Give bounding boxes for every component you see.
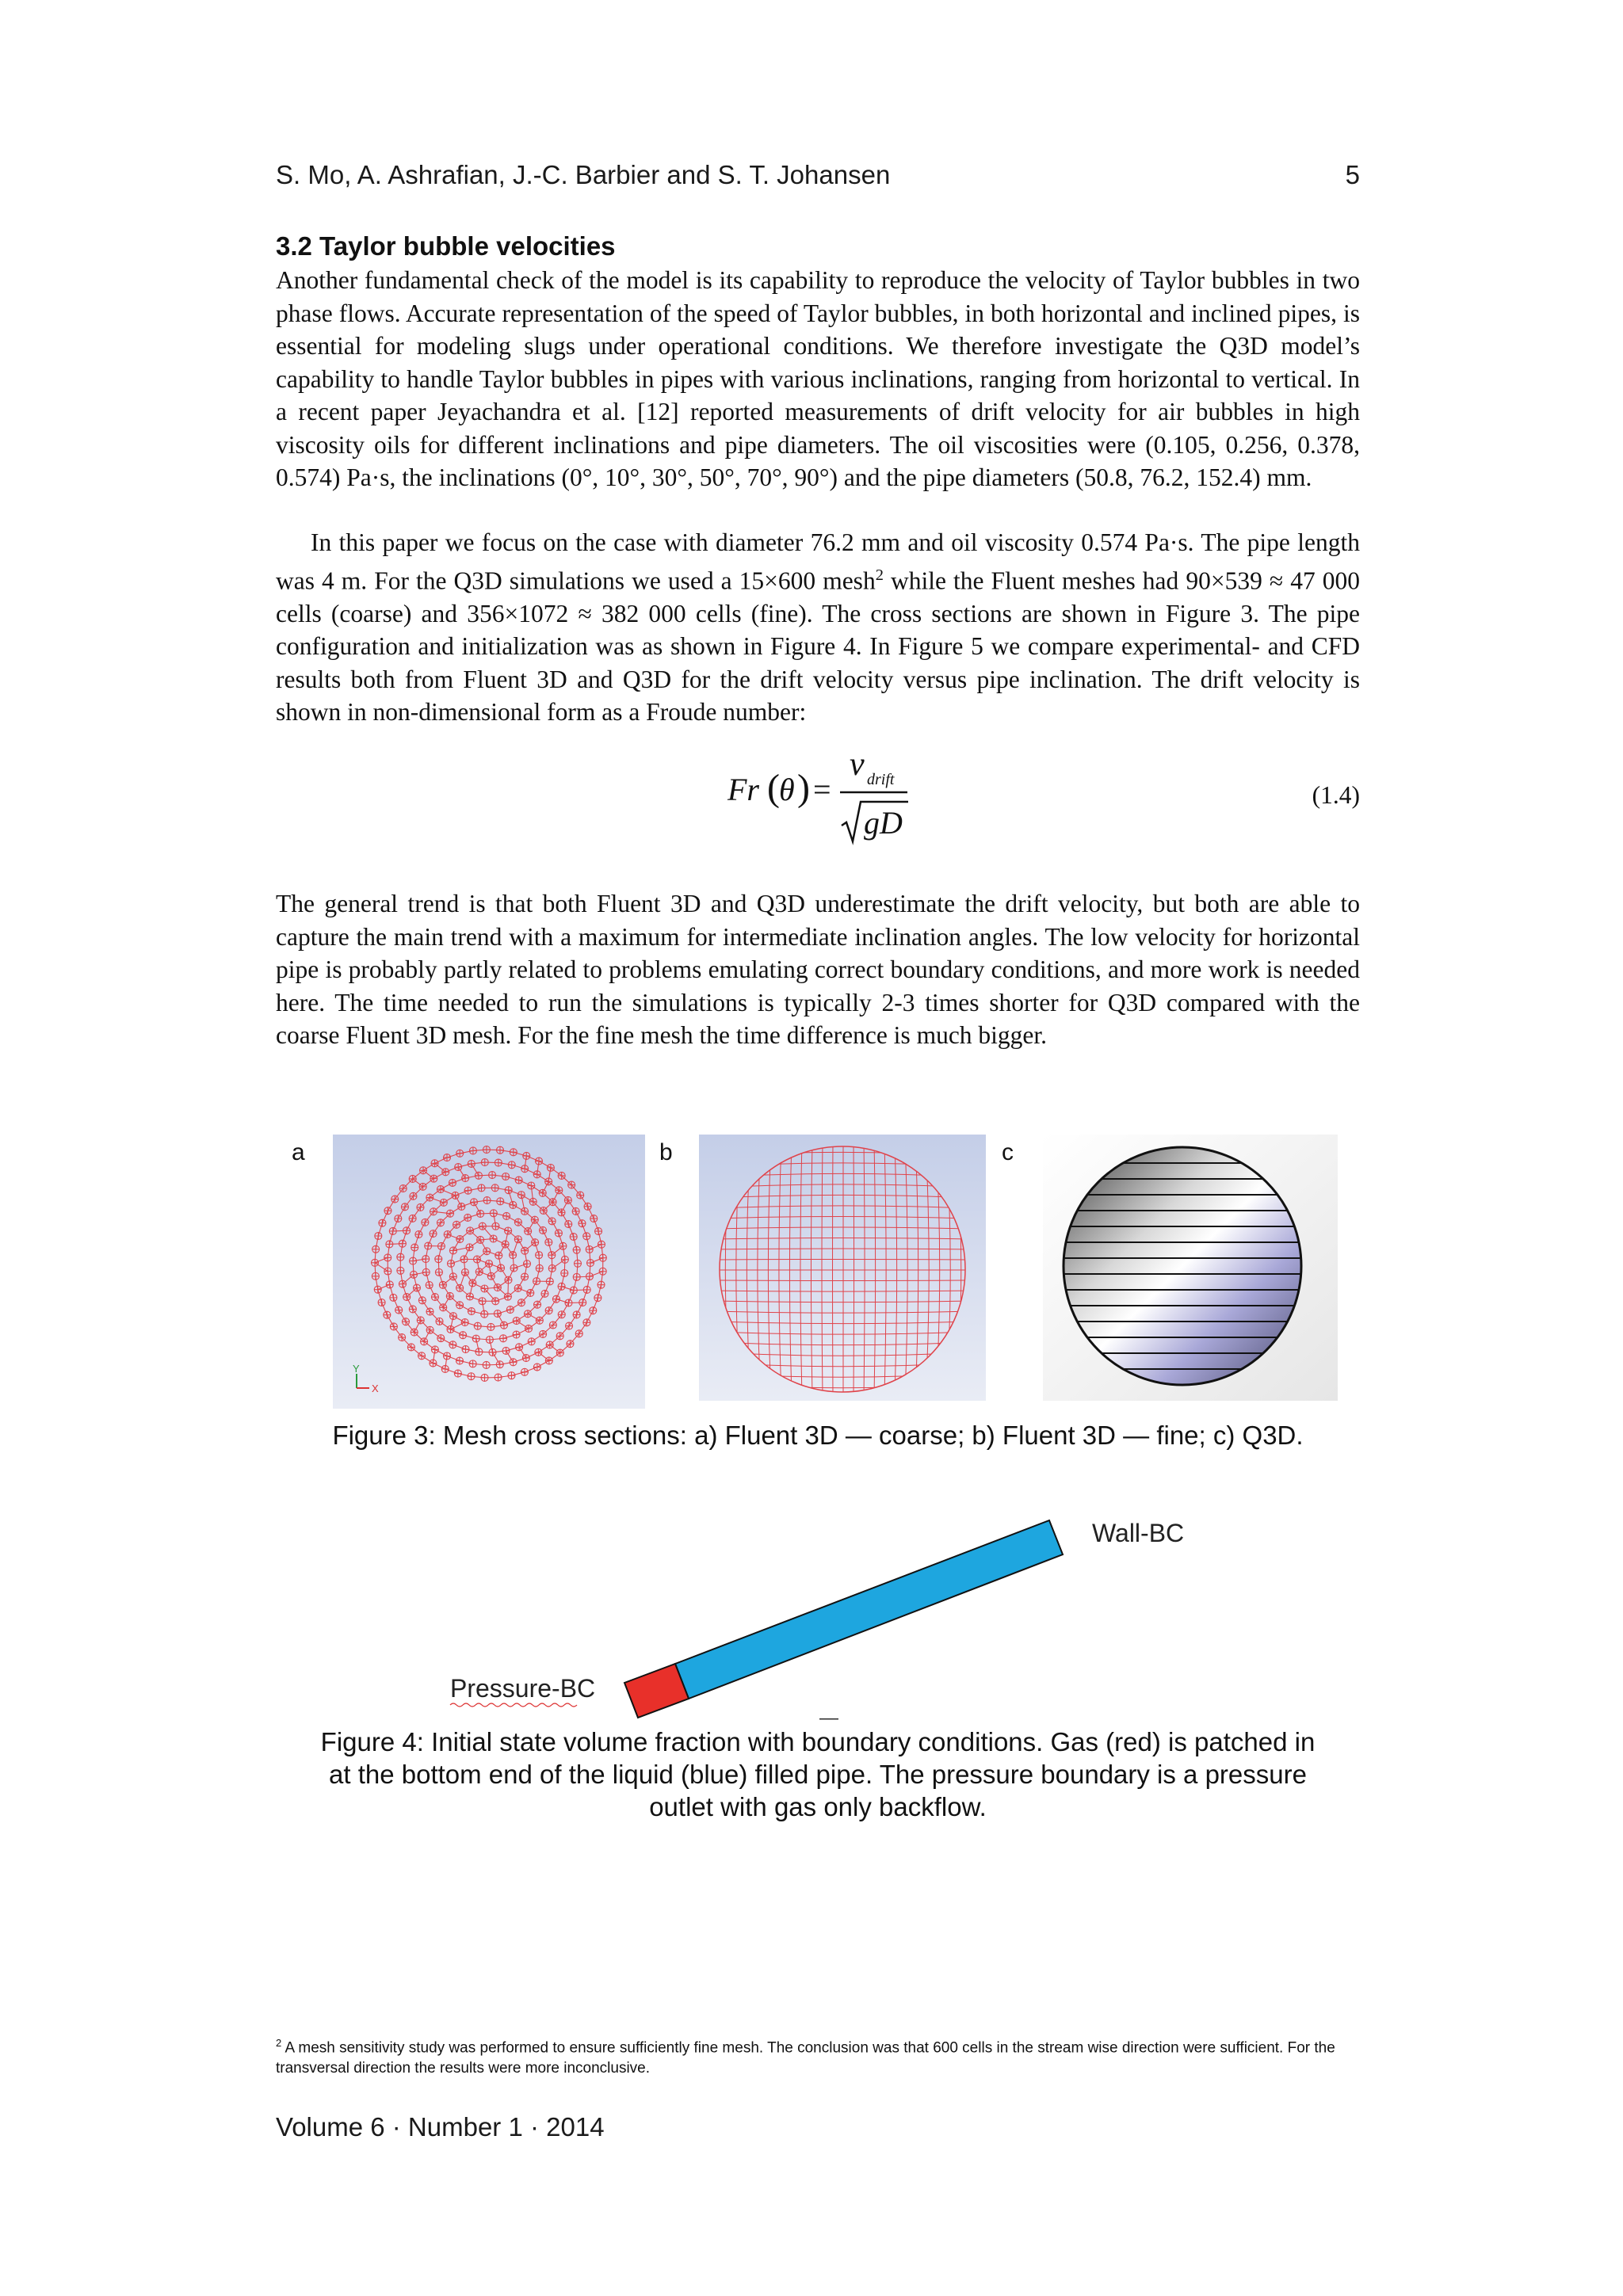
eq-fr: Fr bbox=[727, 772, 759, 807]
coarse-mesh-image bbox=[333, 1135, 645, 1409]
figure-3-caption: Figure 3: Mesh cross sections: a) Fluent 3D — coarse; b) Fluent 3D — fine; c) Q3D. bbox=[332, 1421, 1304, 1450]
eq-paren-open: ( bbox=[767, 767, 780, 809]
eq-numerator-v: v bbox=[850, 746, 865, 783]
dash-mark: — bbox=[819, 1707, 838, 1727]
page-footer: Volume 6 · Number 1 · 2014 bbox=[276, 2112, 605, 2142]
figure-3 bbox=[276, 1135, 1360, 1420]
figure-4-caption-line-2: at the bottom end of the liquid (blue) filled pipe. The pressure boundary is a pressure bbox=[329, 1760, 1307, 1789]
footnote-ref[interactable]: 2 bbox=[875, 566, 884, 584]
figure3-label-b: b bbox=[659, 1139, 673, 1165]
footnote-body: A mesh sensitivity study was performed to ensure sufficiently fine mesh. The conclusion was that 600 cells in the stream wise direction were sufficient. For the transversal direction the results were more inconclusive. bbox=[276, 2039, 1335, 2077]
gas-region bbox=[624, 1664, 689, 1718]
eq-theta: θ bbox=[779, 772, 795, 807]
section-title: 3.2 Taylor bubble velocities bbox=[276, 231, 616, 261]
paragraph-2 bbox=[276, 526, 1360, 729]
wall-bc-label: Wall-BC bbox=[1092, 1519, 1185, 1547]
header-authors: S. Mo, A. Ashrafian, J.-C. Barbier and S. T. Johansen bbox=[276, 160, 891, 189]
equation-number: (1.4) bbox=[1312, 781, 1360, 809]
figure3-label-a: a bbox=[292, 1139, 305, 1165]
eq-numerator-sub: drift bbox=[867, 771, 895, 788]
paragraph-2-part-a: In this paper we focus on the case with diameter 76.2 mm and oil viscosity 0.574 Pa·s. The pipe length was 4 m. For the Q3D simulations we used a 15×600 mesh bbox=[276, 528, 1360, 594]
q3d-mesh-image bbox=[1043, 1135, 1338, 1401]
froude-equation bbox=[713, 745, 919, 856]
figure-4-caption bbox=[276, 1726, 1360, 1823]
axis-y-label: Y bbox=[353, 1363, 360, 1375]
figure3-label-c: c bbox=[1002, 1139, 1014, 1165]
fine-mesh-image bbox=[699, 1135, 986, 1401]
spellcheck-underline bbox=[450, 1703, 577, 1707]
pipe-diagram bbox=[428, 1505, 1220, 1727]
eq-paren-close: ) bbox=[797, 767, 810, 809]
eq-equals: = bbox=[813, 772, 831, 807]
page-number: 5 bbox=[1345, 160, 1360, 189]
pressure-bc-label: Pressure-BC bbox=[450, 1674, 596, 1703]
axis-x-label: X bbox=[372, 1383, 379, 1394]
figure-4 bbox=[428, 1505, 1220, 1727]
paragraph-2-part-b: while the Fluent meshes had 90×539 ≈ 47 000 cells (coarse) and 356×1072 ≈ 382 000 cells (fine). The cross sections are shown in Figure 3. The pipe configuration and initialization was as shown in Figure 4. In Figure 5 we compare experimental- and CFD results both from Fluent 3D and Q3D for the drift velocity versus pipe inclination. The drift velocity is shown in non-dimensional form as a Froude number: bbox=[276, 566, 1360, 726]
mesh-line bbox=[715, 1280, 970, 1281]
eq-denominator: gD bbox=[864, 805, 903, 841]
figure-4-caption-line-1: Figure 4: Initial state volume fraction with boundary conditions. Gas (red) is patched in bbox=[320, 1727, 1316, 1756]
liquid-pipe bbox=[675, 1520, 1063, 1699]
paragraph-3: The general trend is that both Fluent 3D and Q3D underestimate the drift velocity, but both are able to capture the main trend with a maximum for intermediate inclination angles. The low velocity for horizontal pipe is probably partly related to problems emulating correct boundary conditions, and more work is needed here. The time needed to run the simulations is typically 2-3 times shorter for Q3D compared with the coarse Fluent 3D mesh. For the fine mesh the time difference is much bigger. bbox=[276, 890, 1360, 1049]
figure-4-caption-line-3: outlet with gas only backflow. bbox=[649, 1792, 987, 1821]
paragraph-1: Another fundamental check of the model is its capability to reproduce the velocity of Taylor bubbles in two phase flows. Accurate representation of the speed of Taylor bubbles, in both horizontal and inclined pipes, is essential for modeling slugs under operational conditions. We therefore investigate the Q3D model’s capability to handle Taylor bubbles in pipes with various inclinations, ranging from horizontal to vertical. In a recent paper Jeyachandra et al. [12] reported measurements of drift velocity for air bubbles in high viscosity oils for different inclinations and pipe diameters. The oil viscosities were (0.105, 0.256, 0.378, 0.574) Pa·s, the inclinations (0°, 10°, 30°, 50°, 70°, 90°) and the pipe diameters (50.8, 76.2, 152.4) mm. bbox=[276, 266, 1360, 491]
footnote bbox=[276, 2033, 1360, 2079]
footnote-marker: 2 bbox=[276, 2037, 282, 2049]
